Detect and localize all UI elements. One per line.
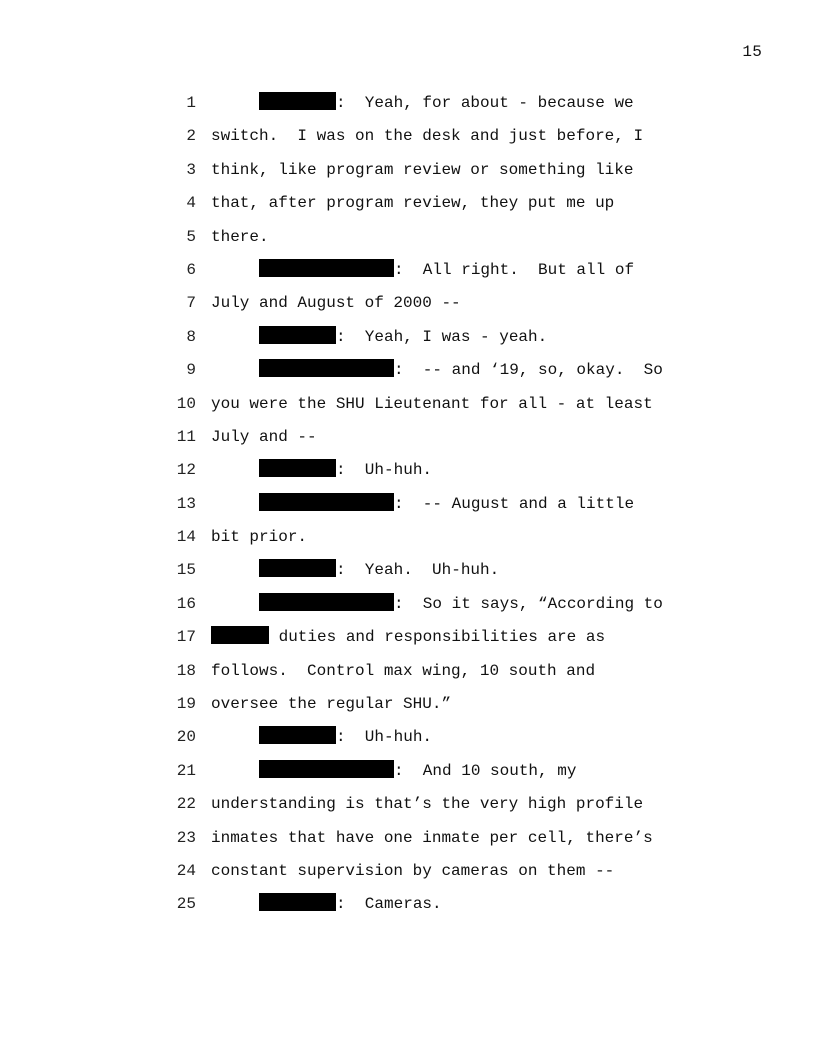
spoken-text: bit prior. (211, 528, 308, 547)
spoken-text: : And 10 south, my (394, 761, 577, 780)
transcript-line (170, 822, 690, 855)
transcript-line (170, 621, 690, 654)
transcript-line (170, 888, 690, 921)
transcript-line (170, 254, 690, 287)
transcript-line (170, 154, 690, 187)
transcript-line (170, 788, 690, 821)
line-number: 14 (176, 528, 196, 547)
line-text (211, 822, 653, 855)
redacted-speaker-name (259, 893, 336, 911)
redacted-speaker-name (259, 459, 336, 477)
line-number: 16 (176, 594, 196, 613)
line-number: 18 (176, 661, 196, 680)
line-text (211, 488, 634, 521)
spoken-text: : Cameras. (336, 895, 442, 914)
line-text (211, 354, 663, 387)
spoken-text: : Yeah. Uh-huh. (336, 561, 500, 580)
spoken-text: there. (211, 227, 269, 246)
transcript-line (170, 554, 690, 587)
transcript-line (170, 120, 690, 153)
line-text (211, 120, 643, 153)
spoken-text: duties and responsibilities are as (269, 628, 606, 647)
line-text (211, 621, 605, 654)
spoken-text: oversee the regular SHU.” (211, 695, 452, 714)
transcript-line (170, 221, 690, 254)
line-number: 21 (176, 761, 196, 780)
transcript-line (170, 321, 690, 354)
transcript-line (170, 388, 690, 421)
line-text (211, 855, 614, 888)
redacted-speaker-name (259, 259, 394, 277)
redacted-speaker-name (259, 593, 394, 611)
spoken-text: switch. I was on the desk and just before, I (211, 127, 644, 146)
line-number: 2 (186, 127, 196, 146)
line-number: 11 (176, 427, 196, 446)
spoken-text: understanding is that’s the very high profile (211, 795, 644, 814)
line-number: 3 (186, 160, 196, 179)
line-text (211, 87, 634, 120)
line-number: 1 (186, 94, 196, 112)
redacted-speaker-name (259, 726, 336, 744)
line-number: 25 (176, 895, 196, 914)
redacted-speaker-name (259, 493, 394, 511)
transcript-line (170, 521, 690, 554)
redacted-speaker-name (259, 359, 394, 377)
line-text (211, 721, 432, 754)
transcript-line (170, 287, 690, 320)
spoken-text: : So it says, “According to (394, 594, 663, 613)
transcript-line (170, 421, 690, 454)
spoken-text: think, like program review or something like (211, 160, 634, 179)
line-text (211, 788, 643, 821)
spoken-text: follows. Control max wing, 10 south and (211, 661, 596, 680)
transcript-body (170, 87, 690, 922)
line-text (211, 254, 634, 287)
transcript-line (170, 855, 690, 888)
line-number: 17 (176, 628, 196, 647)
line-text (211, 521, 307, 554)
spoken-text: : Yeah, I was - yeah. (336, 327, 548, 346)
line-number: 7 (186, 294, 196, 313)
line-number: 24 (176, 861, 196, 880)
redacted-speaker-name (259, 92, 336, 110)
line-text (211, 755, 576, 788)
spoken-text: : All right. But all of (394, 260, 635, 279)
redacted-speaker-name (259, 760, 394, 778)
transcript-line (170, 454, 690, 487)
line-text (211, 588, 663, 621)
redacted-name (211, 626, 269, 644)
spoken-text: : -- and ‘19, so, okay. So (394, 361, 663, 380)
line-number: 12 (176, 461, 196, 480)
transcript-line (170, 655, 690, 688)
spoken-text: July and August of 2000 -- (211, 294, 461, 313)
line-number: 8 (186, 327, 196, 346)
spoken-text: : Uh-huh. (336, 728, 433, 747)
page-number: 15 (742, 43, 762, 61)
line-text (211, 221, 269, 254)
line-text (211, 154, 633, 187)
line-number: 23 (176, 828, 196, 847)
line-number: 6 (186, 260, 196, 279)
line-text (211, 321, 547, 354)
redacted-speaker-name (259, 326, 336, 344)
transcript-line (170, 755, 690, 788)
line-number: 9 (186, 361, 196, 380)
spoken-text: July and -- (211, 427, 317, 446)
line-number: 5 (186, 227, 196, 246)
line-text (211, 187, 614, 220)
transcript-line (170, 187, 690, 220)
spoken-text: : Uh-huh. (336, 461, 433, 480)
line-number: 22 (176, 795, 196, 814)
line-text (211, 388, 653, 421)
line-number: 10 (176, 394, 196, 413)
line-text (211, 888, 442, 921)
line-number: 19 (176, 695, 196, 714)
spoken-text: you were the SHU Lieutenant for all - at least (211, 394, 653, 413)
spoken-text: : Yeah, for about - because we (336, 94, 634, 112)
line-text (211, 454, 432, 487)
spoken-text: inmates that have one inmate per cell, there’s (211, 828, 653, 847)
spoken-text: : -- August and a little (394, 494, 635, 513)
line-text (211, 688, 451, 721)
redacted-speaker-name (259, 559, 336, 577)
transcript-line (170, 588, 690, 621)
line-number: 20 (176, 728, 196, 747)
line-text (211, 287, 461, 320)
spoken-text: that, after program review, they put me up (211, 194, 615, 213)
line-text (211, 655, 595, 688)
transcript-line (170, 721, 690, 754)
line-number: 4 (186, 194, 196, 213)
transcript-line (170, 87, 690, 120)
transcript-line (170, 688, 690, 721)
line-number: 15 (176, 561, 196, 580)
line-text (211, 421, 317, 454)
transcript-line (170, 488, 690, 521)
line-text (211, 554, 499, 587)
transcript-line (170, 354, 690, 387)
line-number: 13 (176, 494, 196, 513)
spoken-text: constant supervision by cameras on them -- (211, 861, 615, 880)
